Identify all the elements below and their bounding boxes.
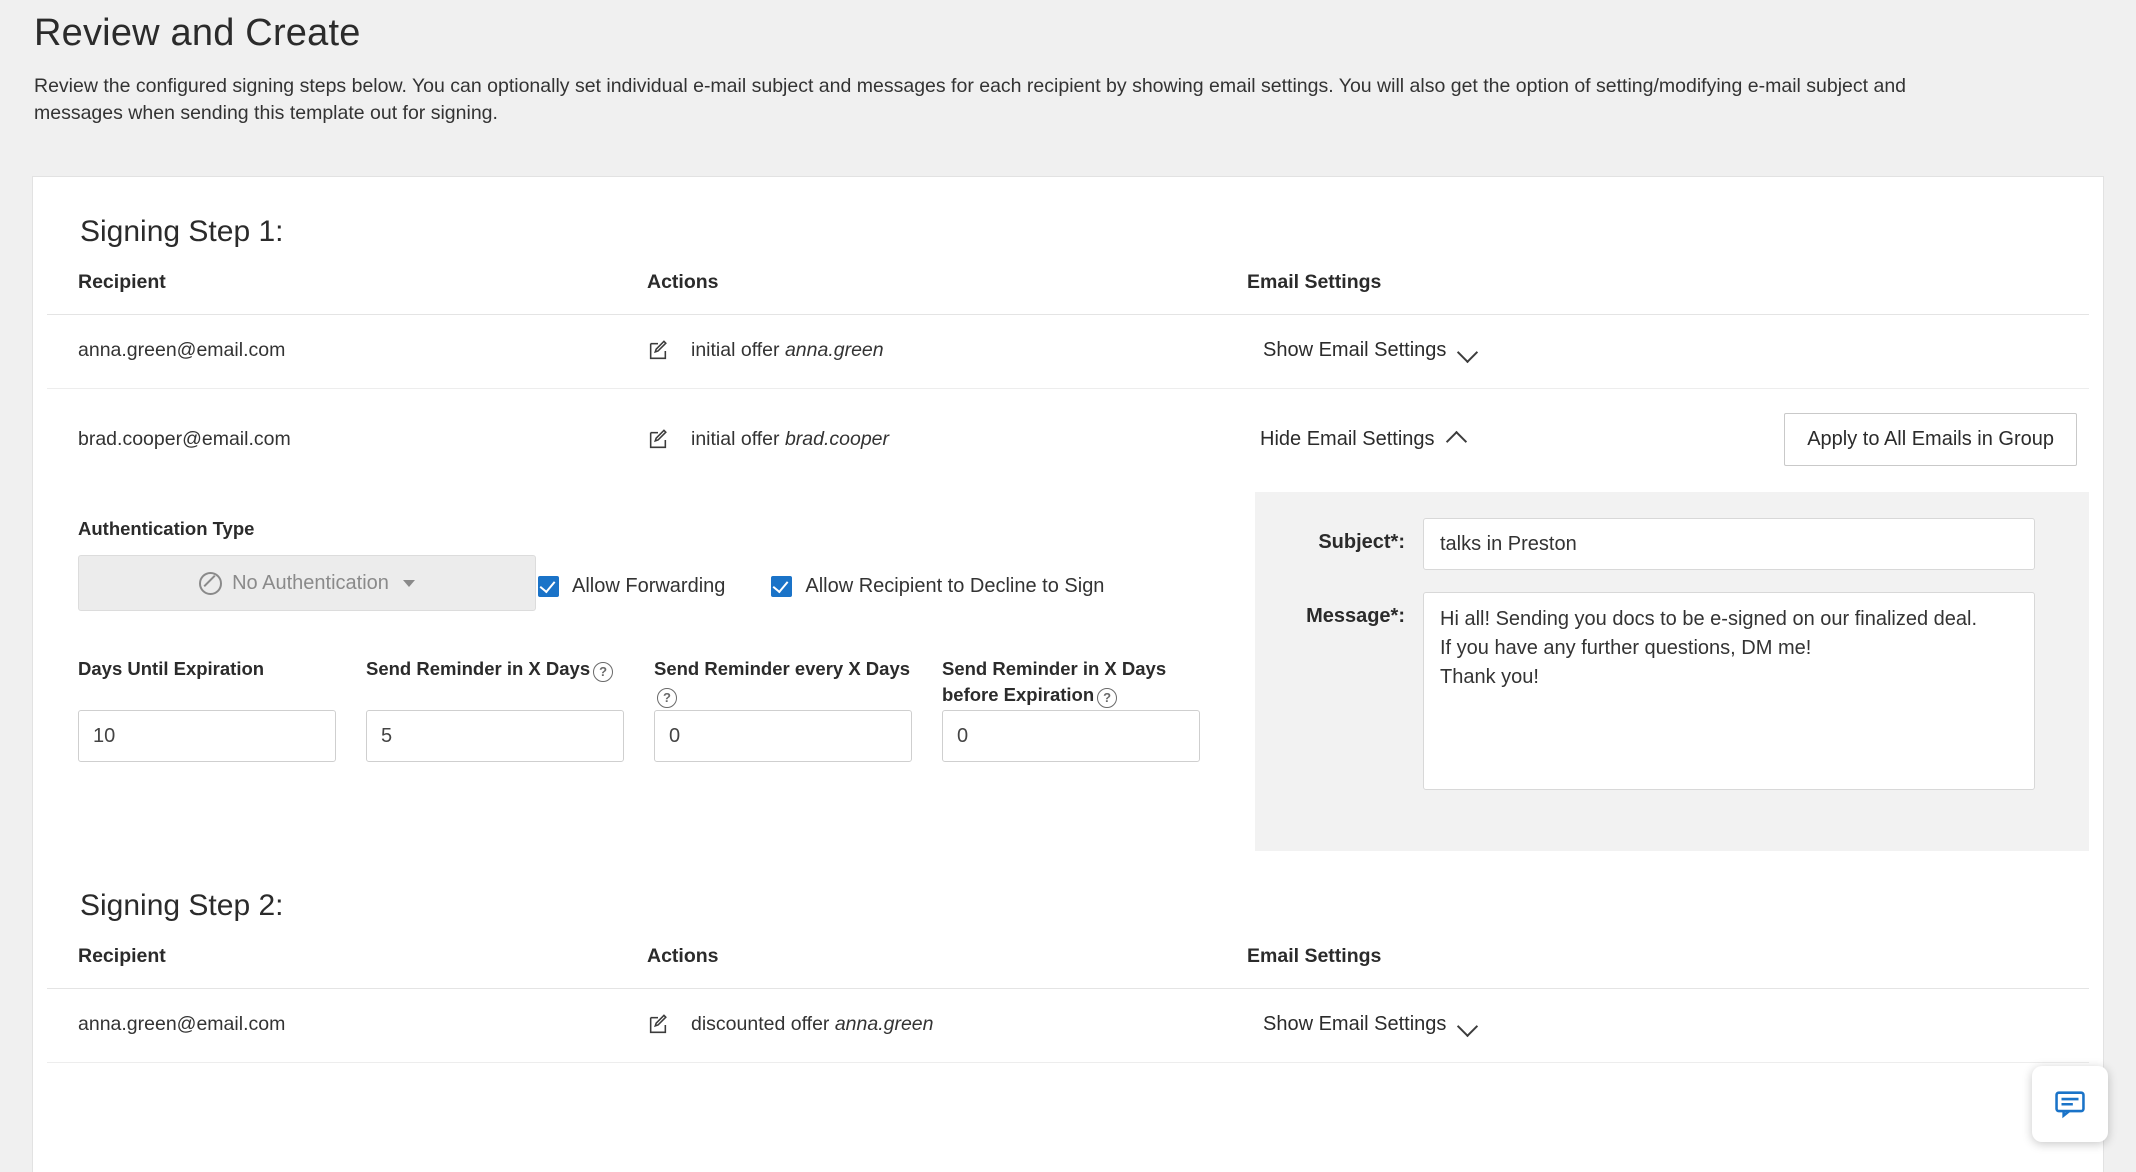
page-title: Review and Create [34,12,361,54]
allow-forwarding-label: Allow Forwarding [572,575,726,597]
table-row [47,315,2089,389]
hide-email-settings-toggle[interactable] [1247,428,1467,451]
help-circle-icon[interactable]: ? [657,688,677,708]
message-row [1283,592,2035,795]
chat-support-button[interactable] [2032,1066,2108,1142]
subject-input[interactable] [1423,518,2035,570]
action-recipient-name: brad.cooper [784,428,890,450]
send-reminder-every-x-days-field [654,656,912,762]
step-2-table [47,945,2089,1063]
action-recipient-name: anna.green [834,1013,934,1035]
checkbox-indicator [771,576,792,597]
email-settings-checkboxes [538,575,1104,598]
send-reminder-before-expiration-input[interactable] [942,710,1200,762]
message-textarea[interactable] [1423,592,2035,790]
toggle-label: Hide Email Settings [1260,428,1435,450]
toggle-label: Show Email Settings [1263,1013,1447,1035]
chevron-up-icon [1449,434,1467,445]
allow-decline-checkbox[interactable] [771,575,1104,598]
send-reminder-every-x-days-input[interactable] [654,710,912,762]
action-label [691,428,889,451]
column-header-recipient: Recipient [47,271,647,315]
field-label: Send Reminder in X Days before Expiration ? [942,656,1200,710]
chevron-down-icon [1460,345,1478,356]
allow-forwarding-checkbox[interactable] [538,575,725,598]
table-row [47,389,2089,493]
column-header-recipient: Recipient [47,945,647,989]
help-circle-icon[interactable]: ? [1097,688,1117,708]
table-header-row [47,271,2089,315]
send-reminder-in-x-days-field [366,656,624,762]
email-settings-left-column [47,492,1255,851]
email-settings-panel [47,492,2089,851]
step-1-table [47,271,2089,492]
step-1-title: Signing Step 1: [80,215,284,248]
action-cell [647,315,1247,389]
signing-steps-card [32,176,2104,1172]
days-until-expiration-field [78,656,336,762]
chat-bubble-icon [2053,1087,2087,1121]
show-email-settings-toggle[interactable] [1247,339,1478,362]
chevron-down-icon [1460,1019,1478,1030]
help-circle-icon[interactable]: ? [593,662,613,682]
subject-row [1283,518,2035,570]
no-entry-icon [199,572,222,595]
edit-icon[interactable] [647,1014,669,1036]
authentication-type-value: No Authentication [232,571,389,594]
email-settings-cell [1247,389,2089,493]
show-email-settings-toggle[interactable] [1247,1013,1478,1036]
column-header-actions: Actions [647,945,1247,989]
message-label: Message*: [1306,605,1405,627]
step-2-title: Signing Step 2: [80,889,284,922]
recipient-email: anna.green@email.com [47,315,647,389]
action-prefix: discounted offer [691,1013,835,1035]
toggle-label: Show Email Settings [1263,339,1447,361]
edit-icon[interactable] [647,429,669,451]
apply-to-all-emails-button[interactable]: Apply to All Emails in Group [1784,413,2077,466]
authentication-type-label: Authentication Type [78,518,255,539]
checkbox-indicator [538,576,559,597]
recipient-email: anna.green@email.com [47,989,647,1063]
action-label [691,339,884,362]
email-settings-cell [1247,989,2089,1063]
recipient-email: brad.cooper@email.com [78,428,291,450]
email-content-panel [1255,492,2089,851]
column-header-actions: Actions [647,271,1247,315]
action-recipient-name: anna.green [784,339,884,361]
allow-decline-label: Allow Recipient to Decline to Sign [805,575,1105,597]
email-settings-cell [1247,315,2089,389]
field-label: Send Reminder in X Days ? [366,656,624,710]
edit-icon[interactable] [647,340,669,362]
reminder-fields-row [78,656,1255,762]
send-reminder-in-x-days-input[interactable] [366,710,624,762]
action-cell [647,989,1247,1063]
send-reminder-before-expiration-field [942,656,1200,762]
action-cell [647,389,1247,493]
action-label [691,1013,934,1036]
authentication-type-select[interactable] [78,555,536,611]
days-until-expiration-input[interactable] [78,710,336,762]
table-row [47,989,2089,1063]
action-prefix: initial offer [691,428,785,450]
action-prefix: initial offer [691,339,785,361]
subject-label: Subject*: [1318,531,1405,553]
page-header [0,0,2136,127]
page-description: Review the configured signing steps below. You can optionally set individual e-mail subject and messages for each recipient by showing email settings. You will also get the option of setting/modifying e-mail subject and messages when sending this template out for signing. [34,75,1907,124]
column-header-email-settings: Email Settings [1247,945,2089,989]
field-label: Send Reminder every X Days? [654,656,912,710]
chevron-down-icon [403,580,415,587]
column-header-email-settings: Email Settings [1247,271,2089,315]
field-label: Days Until Expiration [78,658,265,679]
authentication-type-group [78,518,538,611]
table-header-row [47,945,2089,989]
